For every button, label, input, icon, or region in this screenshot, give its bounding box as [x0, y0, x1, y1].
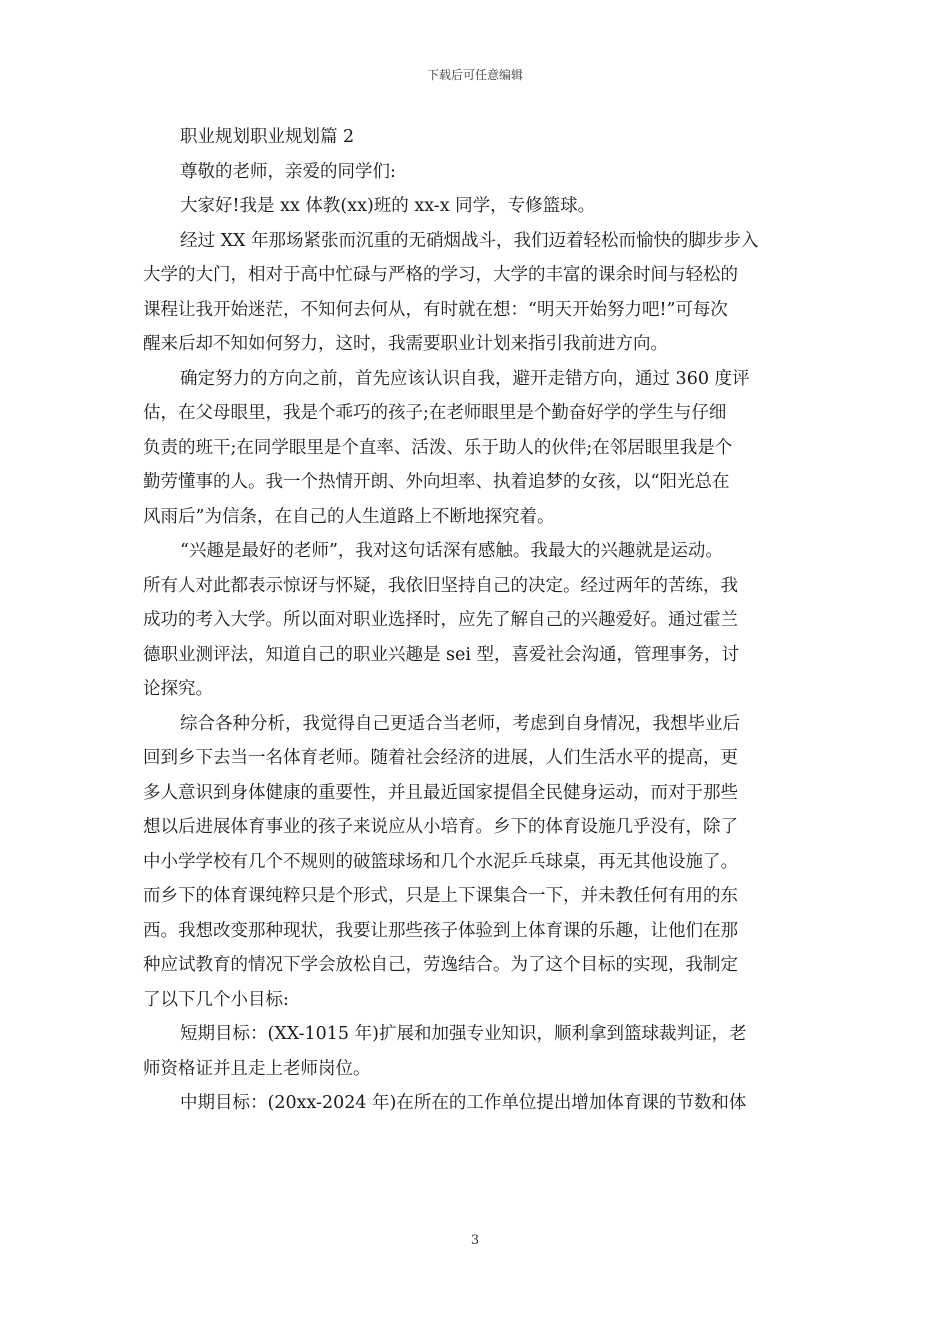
paragraph-line: 所有人对此都表示惊讶与怀疑，我依旧坚持自己的决定。经过两年的苦练，我	[143, 575, 738, 596]
paragraph-line: 短期目标：(XX-1015 年)扩展和加强专业知识，顺利拿到篮球裁判证，老	[180, 1024, 747, 1044]
page-header: 下载后可任意编辑	[426, 68, 523, 82]
paragraph-line: 勤劳懂事的人。我一个热情开朗、外向坦率、执着追梦的女孩，以“阳光总在	[143, 472, 730, 492]
paragraph-line: 想以后进展体育事业的孩子来说应从小培育。乡下的体育设施几乎没有，除了	[143, 817, 738, 837]
document-body	[143, 120, 807, 1121]
paragraph-line: 师资格证并且走上老师岗位。	[143, 1058, 371, 1079]
paragraph	[143, 534, 807, 707]
paragraph-line: 大学的大门，相对于高中忙碌与严格的学习，大学的丰富的课余时间与轻松的	[143, 265, 738, 285]
paragraph-line: 中小学学校有几个不规则的破篮球场和几个水泥乒乓球桌，再无其他设施了。	[143, 851, 738, 872]
paragraph	[143, 1017, 807, 1086]
page-number: 3	[470, 1233, 480, 1248]
paragraph-line: 德职业测评法，知道自己的职业兴趣是 sei 型，喜爱社会沟通，管理事务，讨	[143, 644, 740, 665]
paragraph-line: 估，在父母眼里，我是个乖巧的孩子;在老师眼里是个勤奋好学的学生与仔细	[143, 403, 727, 423]
paragraph-line: 西。我想改变那种现状，我要让那些孩子体验到上体育课的乐趣，让他们在那	[143, 920, 738, 941]
paragraph-line: 经过 XX 年那场紧张而沉重的无硝烟战斗，我们迈着轻松而愉快的脚步步入	[180, 230, 759, 251]
paragraph	[143, 1086, 807, 1121]
paragraph-line: 回到乡下去当一名体育老师。随着社会经济的进展，人们生活水平的提高，更	[143, 748, 738, 768]
paragraph-line: 中期目标：(20xx-2024 年)在所在的工作单位提出增加体育课的节数和体	[180, 1093, 747, 1113]
paragraph-line: 醒来后却不知如何努力，这时，我需要职业计划来指引我前进方向。	[143, 334, 668, 354]
paragraph	[143, 707, 807, 1018]
paragraph-line: “兴趣是最好的老师”，我对这句话深有感触。我最大的兴趣就是运动。	[180, 541, 723, 561]
document-title: 职业规划职业规划篇 2	[180, 127, 355, 147]
paragraph-line: 负责的班干;在同学眼里是个直率、活泼、乐于助人的伙伴;在邻居眼里我是个	[143, 437, 733, 458]
paragraphs	[143, 224, 807, 1121]
paragraph	[143, 224, 807, 362]
paragraph-line: 了以下几个小目标:	[143, 989, 289, 1010]
paragraph-line: 风雨后”为信条，在自己的人生道路上不断地探究着。	[143, 506, 555, 527]
paragraph-line: 确定努力的方向之前，首先应该认识自我，避开走错方向，通过 360 度评	[180, 368, 750, 389]
paragraph-line: 课程让我开始迷茫，不知何去何从，有时就在想：“明天开始努力吧!”可每次	[143, 299, 728, 320]
paragraph-line: 成功的考入大学。所以面对职业选择时，应先了解自己的兴趣爱好。通过霍兰	[143, 610, 738, 630]
paragraph-line: 多人意识到身体健康的重要性，并且最近国家提倡全民健身运动，而对于那些	[143, 782, 738, 803]
paragraph-line: 而乡下的体育课纯粹只是个形式，只是上下课集合一下，并未教任何有用的东	[143, 886, 738, 906]
paragraph-line: 论探究。	[143, 679, 213, 699]
paragraph	[143, 362, 807, 535]
greeting: 尊敬的老师，亲爱的同学们:	[180, 161, 396, 182]
paragraph-line: 种应试教育的情况下学会放松自己，劳逸结合。为了这个目标的实现，我制定	[143, 955, 738, 975]
paragraph-line: 综合各种分析，我觉得自己更适合当老师，考虑到自身情况，我想毕业后	[180, 713, 740, 734]
intro-line: 大家好!我是 xx 体教(xx)班的 xx-x 同学，专修篮球。	[180, 196, 596, 216]
